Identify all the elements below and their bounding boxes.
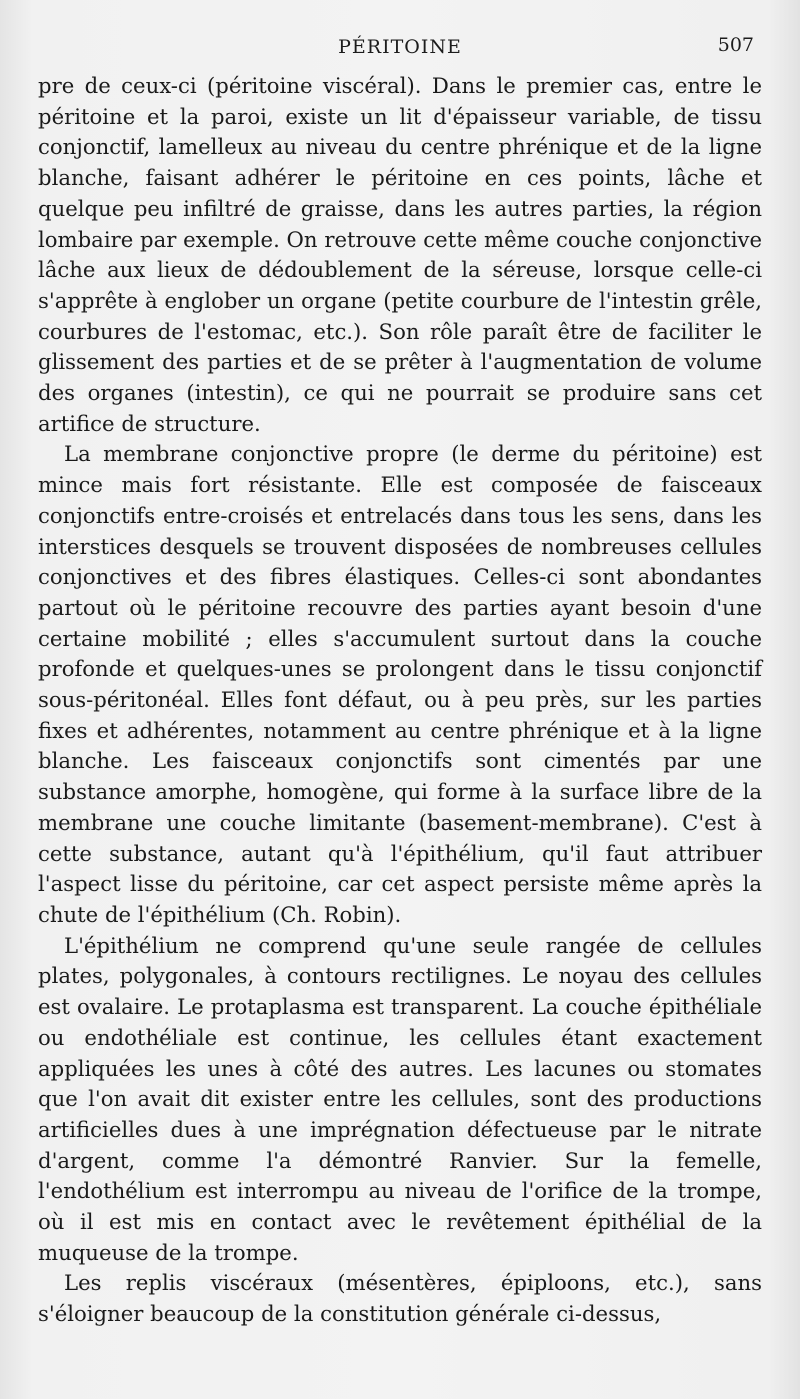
paragraph-epithelium: L'épithélium ne comprend qu'une seule rangée de cellules plates, polygonales, à contours rectilignes. Le noyau des cellules est ovalaire. Le protaplasma est transparent. La couche épithéliale ou endothéliale est continue, les cellules étant exactement appliquées les unes à côté des autres. Les lacunes ou stomates que l'on avait dit exister entre les cellules, sont des productions artificielles dues à une imprégnation défectueuse par le nitrate d'argent, comme l'a démontré Ranvier. Sur la femelle, l'endothélium est interrompu au niveau de l'orifice de la trompe, où il est mis en contact avec le revêtement épithélial de la muqueuse de la trompe.	[38, 932, 762, 1265]
paragraph-membrane-conjonctive: La membrane conjonctive propre (le derme du péritoine) est mince mais fort résistante. Elle est composée de faisceaux conjonctifs entre-croisés et entrelacés dans tous les sens, dans les interstices desquels se trouvent disposées de nombreuses cellules conjonctives et des fibres élastiques. Celles-ci sont abondantes partout où le péritoine recouvre des parties ayant besoin d'une certaine mobilité ; elles s'accumulent surtout dans la couche profonde et quelques-unes se prolongent dans le tissu conjonctif sous-péritonéal. Elles font défaut, ou à peu près, sur les parties fixes et adhérentes, notamment au centre phrénique et à la ligne blanche. Les faisceaux conjonctifs sont cimentés par une substance amorphe, homogène, qui forme à la surface libre de la membrane une couche limitante (basement-membrane). C'est à cette substance, autant qu'à l'épithélium, qu'il faut attribuer l'aspect lisse du péritoine, car cet aspect persiste même après la chute de l'épithélium (Ch. Robin).	[38, 441, 762, 927]
page-header	[0, 32, 800, 64]
paragraph-replis-visceraux: Les replis viscéraux (mésentères, épiploons, etc.), sans s'éloigner beaucoup de la constitution générale ci-dessus,	[38, 1270, 762, 1327]
running-title: PÉRITOINE	[338, 36, 462, 58]
page-number: 507	[717, 34, 754, 56]
paragraph-continued: pre de ceux-ci (péritoine viscéral). Dans le premier cas, entre le péritoine et la paroi, existe un lit d'épaisseur variable, de tissu conjonctif, lamelleux au niveau du centre phrénique et de la ligne blanche, faisant adhérer le péritoine en ces points, lâche et quelque peu infiltré de graisse, dans les autres parties, la région lombaire par exemple. On retrouve cette même couche conjonctive lâche aux lieux de dédoublement de la séreuse, lorsque celle-ci s'apprête à englober un organe (petite courbure de l'intestin grêle, courbures de l'estomac, etc.). Son rôle paraît être de faciliter le glissement des parties et de se prêter à l'augmentation de volume des organes (intestin), ce qui ne pourrait se produire sans cet artifice de structure.	[38, 73, 762, 436]
body-text	[38, 71, 762, 1330]
